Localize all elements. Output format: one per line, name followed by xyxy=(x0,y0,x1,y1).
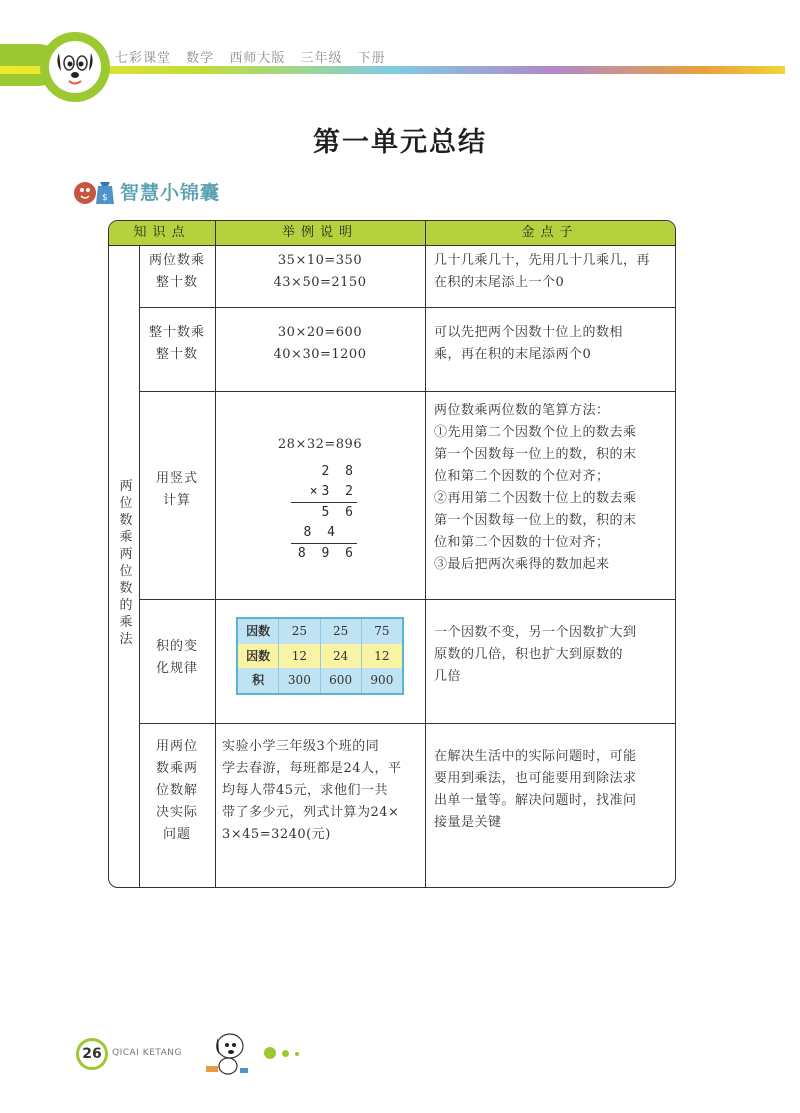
tip-line: 几倍 xyxy=(434,669,462,684)
calc-line: 2 8 xyxy=(321,464,357,479)
header-tips: 金点子 xyxy=(521,225,579,240)
point-line: 积的变 xyxy=(155,639,198,654)
point-line: 用两位 xyxy=(155,739,198,754)
tip-cell xyxy=(434,746,670,834)
header-edition: 西师大版 xyxy=(229,51,286,66)
point-line: 化规律 xyxy=(155,661,198,676)
mini-cell: 24 xyxy=(321,644,362,669)
svg-text:$: $ xyxy=(102,193,108,203)
header-brand: 七彩课堂 xyxy=(115,51,172,66)
bag-icon xyxy=(72,176,116,206)
tip-line: 第一个因数每一位上的数，积的末 xyxy=(434,447,637,462)
example-line: 40×30=1200 xyxy=(273,347,367,362)
example-cell xyxy=(216,250,424,294)
tip-line: 出单一量等。解决问题时，找准问 xyxy=(434,793,637,808)
mini-cell: 25 xyxy=(279,619,320,644)
point-line: 计算 xyxy=(162,493,191,508)
mascot-dog-icon xyxy=(40,32,110,102)
vertical-calculation xyxy=(287,462,357,564)
mini-cell: 900 xyxy=(370,673,394,688)
tip-line: 位和第二个因数的个位对齐； xyxy=(434,469,610,484)
tip-cell xyxy=(434,250,670,294)
mini-cell: 600 xyxy=(321,668,362,693)
point-line: 决实际 xyxy=(155,805,198,820)
mini-cell: 因数 xyxy=(238,644,279,669)
tip-line: 可以先把两个因数十位上的数相 xyxy=(434,325,624,340)
tip-line: 一个因数不变，另一个因数扩大到 xyxy=(434,625,637,640)
factor-product-table xyxy=(236,617,404,695)
example-line: 实验小学三年级3个班的同 xyxy=(222,739,380,754)
point-cell xyxy=(140,468,214,512)
category-text: 两位数乘两位数的乘法 xyxy=(119,479,133,647)
tip-line: 原数的几倍，积也扩大到原数的 xyxy=(434,647,624,662)
example-line: 带了多少元，列式计算为24× xyxy=(222,805,400,820)
tip-line: 乘，再在积的末尾添两个0 xyxy=(434,347,592,362)
tip-line: 两位数乘两位数的笔算方法： xyxy=(434,403,610,418)
point-line: 两位数乘 xyxy=(148,253,205,268)
tip-cell xyxy=(434,622,670,688)
footer-dot xyxy=(264,1047,276,1059)
header-volume: 下册 xyxy=(357,51,386,66)
mini-cell: 75 xyxy=(374,624,390,638)
mini-row xyxy=(238,668,402,693)
tip-line: ①先用第二个因数个位上的数去乘 xyxy=(434,425,637,440)
row-divider xyxy=(139,723,676,724)
point-cell xyxy=(140,250,214,294)
mini-row xyxy=(238,619,402,645)
footer-dot xyxy=(295,1052,299,1056)
header-text xyxy=(115,47,396,66)
point-line: 整十数 xyxy=(155,275,198,290)
tip-line: ②再用第二个因数十位上的数去乘 xyxy=(434,491,637,506)
page-number: 26 xyxy=(76,1038,108,1070)
header-rainbow-bar xyxy=(0,66,785,74)
tip-cell xyxy=(434,400,670,576)
mini-cell: 因数 xyxy=(238,619,279,644)
row-divider xyxy=(139,391,676,392)
tip-line: 位和第二个因数的十位对齐； xyxy=(434,535,610,550)
category-label xyxy=(118,478,134,648)
mini-cell: 25 xyxy=(321,619,362,644)
point-line: 整十数 xyxy=(155,347,198,362)
mini-cell: 积 xyxy=(238,668,279,693)
header-grade: 三年级 xyxy=(300,51,343,66)
tip-cell xyxy=(434,322,670,366)
point-line: 问题 xyxy=(162,827,191,842)
row-divider xyxy=(139,599,676,600)
point-line: 位数解 xyxy=(155,783,198,798)
column-divider xyxy=(425,221,426,887)
footer-brand: QICAI KETANG xyxy=(112,1048,182,1058)
point-line: 数乘两 xyxy=(155,761,198,776)
header-subject: 数学 xyxy=(186,51,215,66)
tip-line: 在解决生活中的实际问题时，可能 xyxy=(434,749,637,764)
point-cell xyxy=(140,636,214,680)
example-line: 35×10=350 xyxy=(277,253,363,268)
header-divider xyxy=(215,221,216,245)
mini-cell: 12 xyxy=(279,644,320,669)
mascot-dog-footer-icon xyxy=(200,1028,254,1078)
example-line: 学去春游，每班都是24人，平 xyxy=(222,761,402,776)
point-line: 整十数乘 xyxy=(148,325,205,340)
tip-line: 几十几乘几十，先用几十几乘几，再 xyxy=(434,253,651,268)
point-cell xyxy=(140,322,214,366)
mini-cell: 12 xyxy=(374,648,390,663)
footer-dot xyxy=(282,1050,289,1057)
header-knowledge-point: 知识点 xyxy=(133,225,191,240)
point-line: 用竖式 xyxy=(155,471,198,486)
example-line: 43×50=2150 xyxy=(273,275,367,290)
mini-row xyxy=(238,644,402,670)
calc-line: ×3 2 xyxy=(309,484,357,499)
calc-line: 8 4 xyxy=(303,525,339,540)
example-line: 均每人带45元，求他们一共 xyxy=(222,783,389,798)
tip-line: ③最后把两次乘得的数加起来 xyxy=(434,557,610,572)
calc-line: 5 6 xyxy=(321,505,357,520)
header-example: 举例说明 xyxy=(281,225,358,240)
calc-line: 8 9 6 xyxy=(297,546,357,561)
tip-line: 第一个因数每一位上的数，积的末 xyxy=(434,513,637,528)
row-divider xyxy=(139,307,676,308)
example-cell xyxy=(222,736,420,846)
example-cell xyxy=(216,322,424,366)
example-line: 3×45=3240(元) xyxy=(222,827,331,842)
example-equation: 28×32=896 xyxy=(277,437,363,452)
section-title: 智慧小锦囊 xyxy=(120,182,221,204)
tip-line: 要用到乘法，也可能要用到除法求 xyxy=(434,771,637,786)
tip-line: 接量是关键 xyxy=(434,815,502,830)
table-header xyxy=(109,221,675,246)
mini-cell: 300 xyxy=(279,668,320,693)
example-line: 30×20=600 xyxy=(277,325,363,340)
page-title: 第一单元总结 xyxy=(313,127,487,158)
tip-line: 在积的末尾添上一个0 xyxy=(434,275,565,290)
point-cell xyxy=(140,736,214,846)
